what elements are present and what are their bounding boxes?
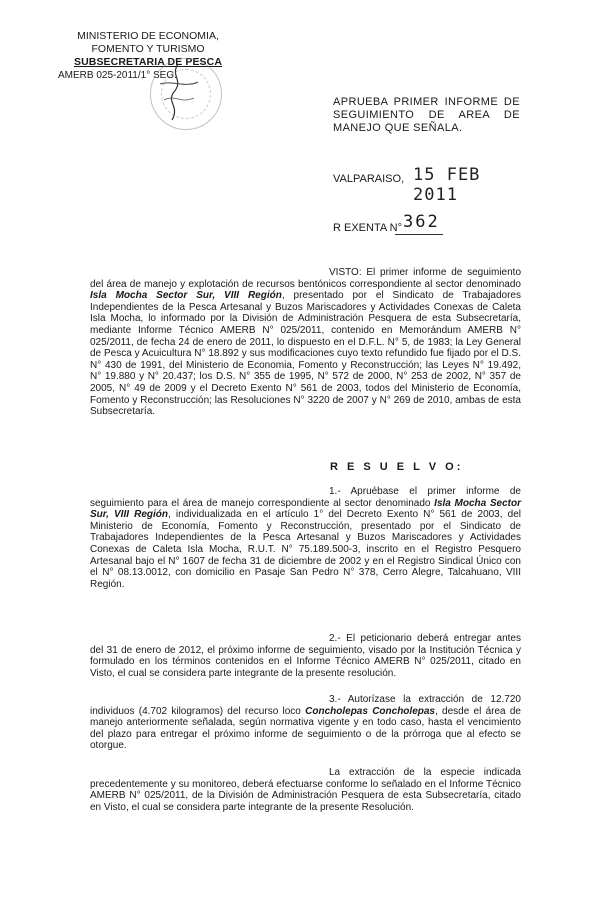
species-name: Concholepas Concholepas (305, 705, 435, 717)
resuelvo-heading: R E S U E L V O: (330, 461, 464, 473)
document-subject: APRUEBA PRIMER INFORME DE SEGUIMIENTO DE AREA DE MANEJO QUE SEÑALA. (333, 96, 520, 134)
signature-icon (150, 62, 205, 122)
date-stamp: 15 FEB 2011 (413, 165, 481, 205)
undersecretariat-line: SUBSECRETARIA DE PESCA (73, 56, 223, 68)
number-underline (395, 234, 443, 235)
date-line (333, 165, 533, 205)
exenta-number: 362 (403, 212, 440, 232)
ministry-line-2: FOMENTO Y TURISMO (91, 43, 205, 55)
location-name: Isla Mocha Sector Sur, VIII Región (90, 497, 521, 521)
resolution-item-3-continued: La extracción de la especie indicada precedentemente y su monitoreo, deberá efectuarse conforme lo señalado en el Informe Técnico AMERB N° 025/2011, de la División de Administración Pesquera de esta Subsecretaría, citado en Visto, el cual se considera parte integrante de la presente Resolución. (90, 767, 521, 813)
reference-code: AMERB 025-2011/1° SEG. (58, 70, 177, 81)
resolution-item-2: 2.- El peticionario deberá entregar antes del 31 de enero de 2012, el próximo informe de seguimiento, visado por la Institución Técnica y formulado en los términos contenidos en el Informe Técnico AMERB N° 025/2011, citado en Visto, el cual se considera parte integrante de la presente resolución. (90, 633, 521, 679)
ministry-line: MINISTERIO DE ECONOMIA, (77, 30, 219, 42)
visto-paragraph: VISTO: El primer informe de seguimiento del área de manejo y explotación de recursos bentónicos correspondiente al sector denominado Isla Mocha Sector Sur, VIII Región, presentado por el Sindicato de Trabajadores Independientes de la Pesca Artesanal y Buzos Mariscadores y Actividades Conexas de Caleta Isla Mocha, lo informado por la División de Administración Pesquera de esta Subsecretaría, mediante Informe Técnico AMERB N° 025/2011, contenido en Memorándum AMERB N° 025/2011, de fecha 24 de enero de 2011, lo dispuesto en el D.F.L. N° 5, de 1983; la Ley General de Pesca y Acuicultura N° 18.892 y sus modificaciones cuyo texto refundido fue fijado por el D.S. N° 430 de 1991, del Ministerio de Economia, Fomento y Reconstrucción; las Leyes N° 19.492, N° 19.880 y N° 20.437; los D.S. N° 355 de 1995, N° 572 de 2000, N° 253 de 2002, N° 357 de 2005, N° 49 de 2009 y el Decreto Exento N° 561 de 2003, todos del Ministerio de Economía, Fomento y Reconstrucción; las Resoluciones N° 3220 de 2007 y N° 269 de 2010, ambas de esta Subsecretaría. (90, 267, 521, 418)
location-name: Isla Mocha Sector Sur, VIII Región (90, 290, 282, 302)
place-label: VALPARAISO, (333, 173, 405, 185)
exenta-label: R EXENTA N° (333, 222, 402, 234)
resolution-number-line (333, 212, 533, 236)
resolution-item-3: 3.- Autorízase la extracción de 12.720 individuos (4.702 kilogramos) del recurso loco Concholepas Concholepas, desde el área de manejo anteriormente señalada, según normativa vigente y en todo caso, hasta el vencimiento del plazo para entregar el próximo informe de seguimiento o de la prórroga que al efecto se otorgue. (90, 694, 521, 752)
resolution-item-1: 1.- Apruébase el primer informe de seguimiento para el área de manejo correspondiente al sector denominado Isla Mocha Sector Sur, VIII Región, individualizada en el artículo 1° del Decreto Exento N° 561 de 2003, del Ministerio de Economía, Fomento y Reconstrucción, presentado por el Sindicato de Trabajadores Independientes de la Pesca Artesanal y Buzos Mariscadores y Actividades Conexas de Caleta Isla Mocha, R.U.T. N° 75.189.500-3, inscrito en el Registro Pesquero Artesanal bajo el N° 1607 de fecha 31 de diciembre de 2002 y en el Registro Sindical Único con el N° 08.13.0012, con domicilio en Pasaje San Pedro N° 378, Cerro Alegre, Talcahuano, VIII Región. (90, 486, 521, 590)
